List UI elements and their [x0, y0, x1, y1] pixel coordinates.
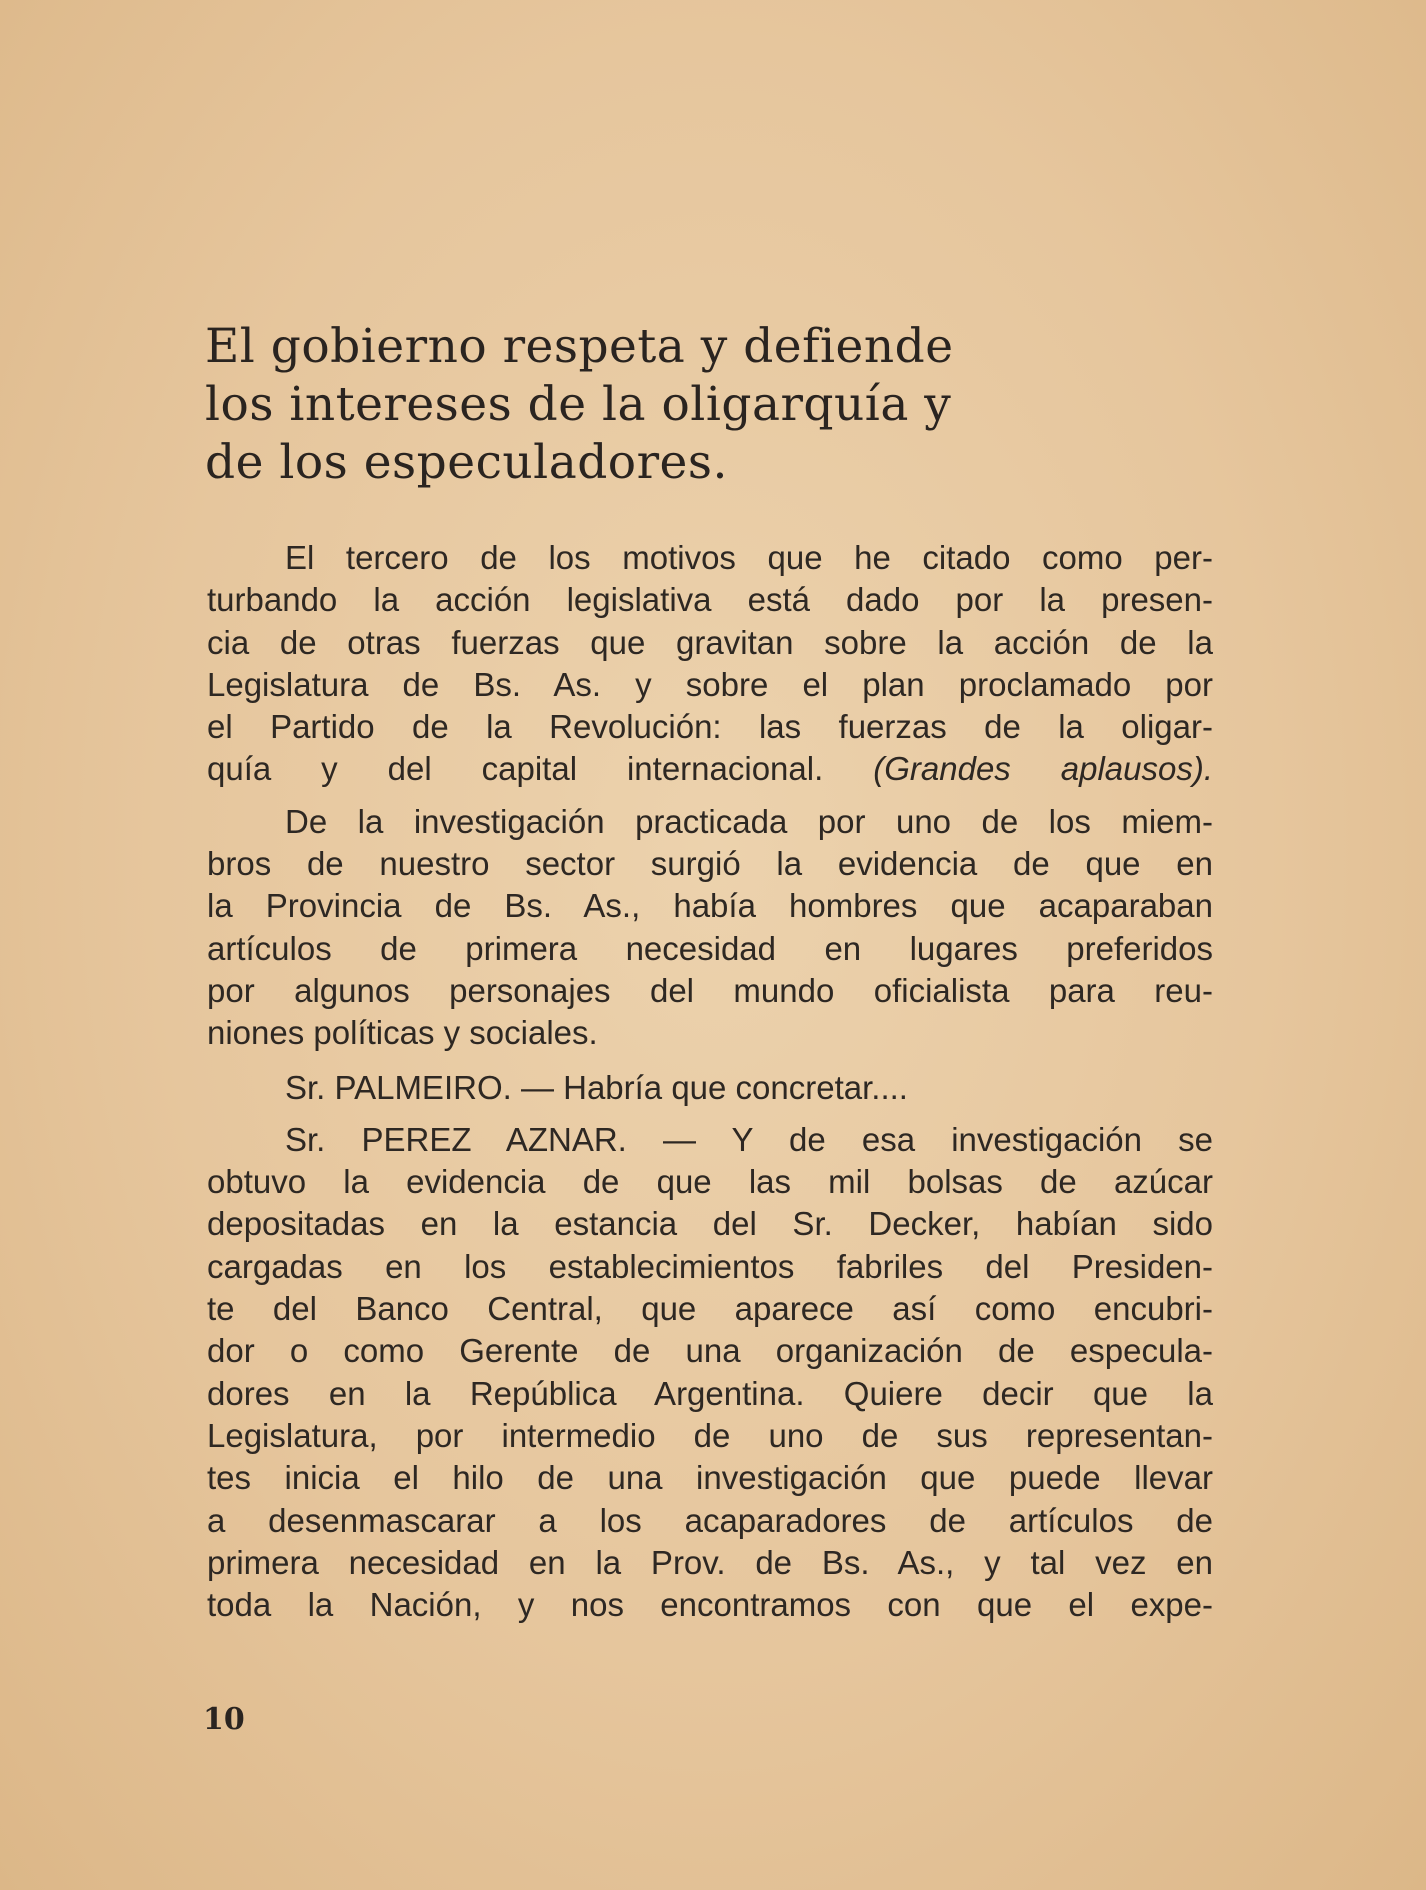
paragraph — [207, 1119, 1213, 1627]
text-line: artículos de primera necesidad en lugares preferidos — [207, 929, 1213, 967]
text-line — [207, 748, 1213, 790]
text-line: bros de nuestro sector surgió la evidencia de que en — [207, 845, 1213, 883]
text-line: toda la Nación, y nos encontramos con que el expe- — [207, 1586, 1213, 1624]
applause-note: (Grandes aplausos). — [873, 750, 1214, 788]
text-line: te del Banco Central, que aparece así como encubri- — [207, 1290, 1213, 1328]
section-heading — [205, 318, 1005, 492]
text-line: Legislatura de Bs. As. y sobre el plan proclamado por — [207, 665, 1213, 703]
heading-line: de los especuladores. — [205, 435, 728, 490]
text-run: quía y del capital internacional. — [207, 750, 824, 788]
paragraph — [207, 537, 1213, 791]
text-line: el Partido de la Revolución: las fuerzas de la oligar- — [207, 708, 1213, 746]
text-line: Sr. PEREZ AZNAR. — Y de esa investigación se — [285, 1120, 1213, 1158]
paragraph — [207, 1067, 1213, 1109]
text-line: depositadas en la estancia del Sr. Decker, habían sido — [207, 1205, 1213, 1243]
text-line: dores en la República Argentina. Quiere decir que la — [207, 1374, 1213, 1412]
text-line: cia de otras fuerzas que gravitan sobre la acción de la — [207, 623, 1213, 661]
heading-line: El gobierno respeta y defiende — [205, 319, 954, 374]
text-line: por algunos personajes del mundo oficialista para reu- — [207, 971, 1213, 1009]
text-line: niones políticas y sociales. — [207, 1014, 598, 1052]
text-line: primera necesidad en la Prov. de Bs. As., y tal vez en — [207, 1543, 1213, 1581]
text-line: Sr. PALMEIRO. — Habría que concretar.... — [285, 1068, 908, 1106]
text-line: la Provincia de Bs. As., había hombres que acaparaban — [207, 887, 1213, 925]
page-number: 10 — [203, 1702, 245, 1737]
text-line: obtuvo la evidencia de que las mil bolsas de azúcar — [207, 1163, 1213, 1201]
text-line: dor o como Gerente de una organización de especula- — [207, 1332, 1213, 1370]
text-line: El tercero de los motivos que he citado como per- — [285, 539, 1213, 576]
text-line: tes inicia el hilo de una investigación que puede llevar — [207, 1459, 1213, 1497]
text-line: cargadas en los establecimientos fabriles del Presiden- — [207, 1247, 1213, 1285]
text-line: Legislatura, por intermedio de uno de sus representan- — [207, 1416, 1213, 1454]
text-line: De la investigación practicada por uno de los miem- — [285, 802, 1213, 840]
body-text — [207, 537, 1213, 1626]
paragraph — [207, 801, 1213, 1055]
text-line: a desenmascarar a los acaparadores de artículos de — [207, 1501, 1213, 1539]
text-line: turbando la acción legislativa está dado por la presen- — [207, 581, 1213, 619]
heading-line: los intereses de la oligarquía y — [205, 377, 952, 432]
